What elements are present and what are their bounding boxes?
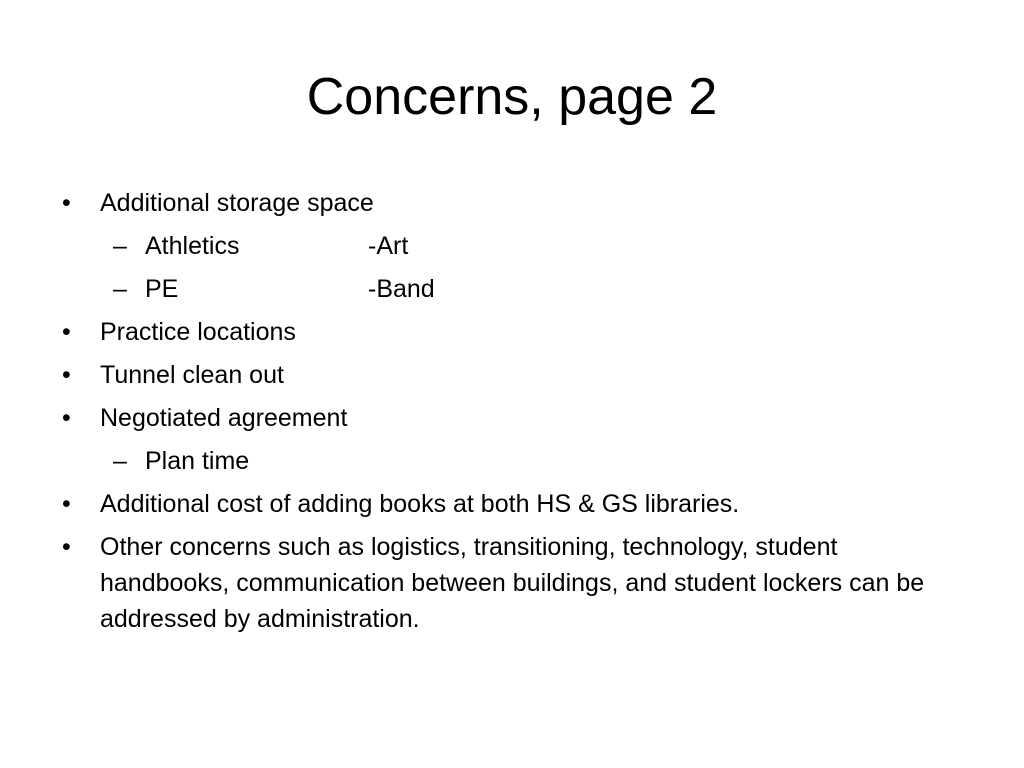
- sub-item-art: -Art: [368, 232, 409, 260]
- sub-item-pe: PE: [145, 275, 179, 303]
- dash-icon: –: [113, 232, 127, 260]
- bullet-item-other-concerns: Other concerns such as logistics, transitioning, technology, student handbooks, communication between buildings, and student lockers can be addressed by administration.: [100, 533, 925, 633]
- dash-icon: –: [113, 275, 127, 303]
- bullet-icon: •: [62, 318, 71, 346]
- dash-icon: –: [113, 447, 127, 475]
- bullet-icon: •: [62, 533, 71, 561]
- bullet-item-cost: Additional cost of adding books at both HS & GS libraries.: [100, 490, 740, 518]
- bullet-icon: •: [62, 490, 71, 518]
- sub-item-plan-time: Plan time: [145, 447, 250, 475]
- sub-item-band: -Band: [368, 275, 435, 303]
- bullet-item-negotiated: Negotiated agreement: [100, 404, 348, 432]
- bullet-item-tunnel: Tunnel clean out: [100, 361, 284, 389]
- sub-item-athletics: Athletics: [145, 232, 240, 260]
- bullet-item-practice: Practice locations: [100, 318, 296, 346]
- bullet-item-storage: Additional storage space: [100, 189, 374, 217]
- bullet-icon: •: [62, 404, 71, 432]
- slide-title: Concerns, page 2: [306, 68, 718, 126]
- bullet-icon: •: [62, 361, 71, 389]
- bullet-icon: •: [62, 189, 71, 217]
